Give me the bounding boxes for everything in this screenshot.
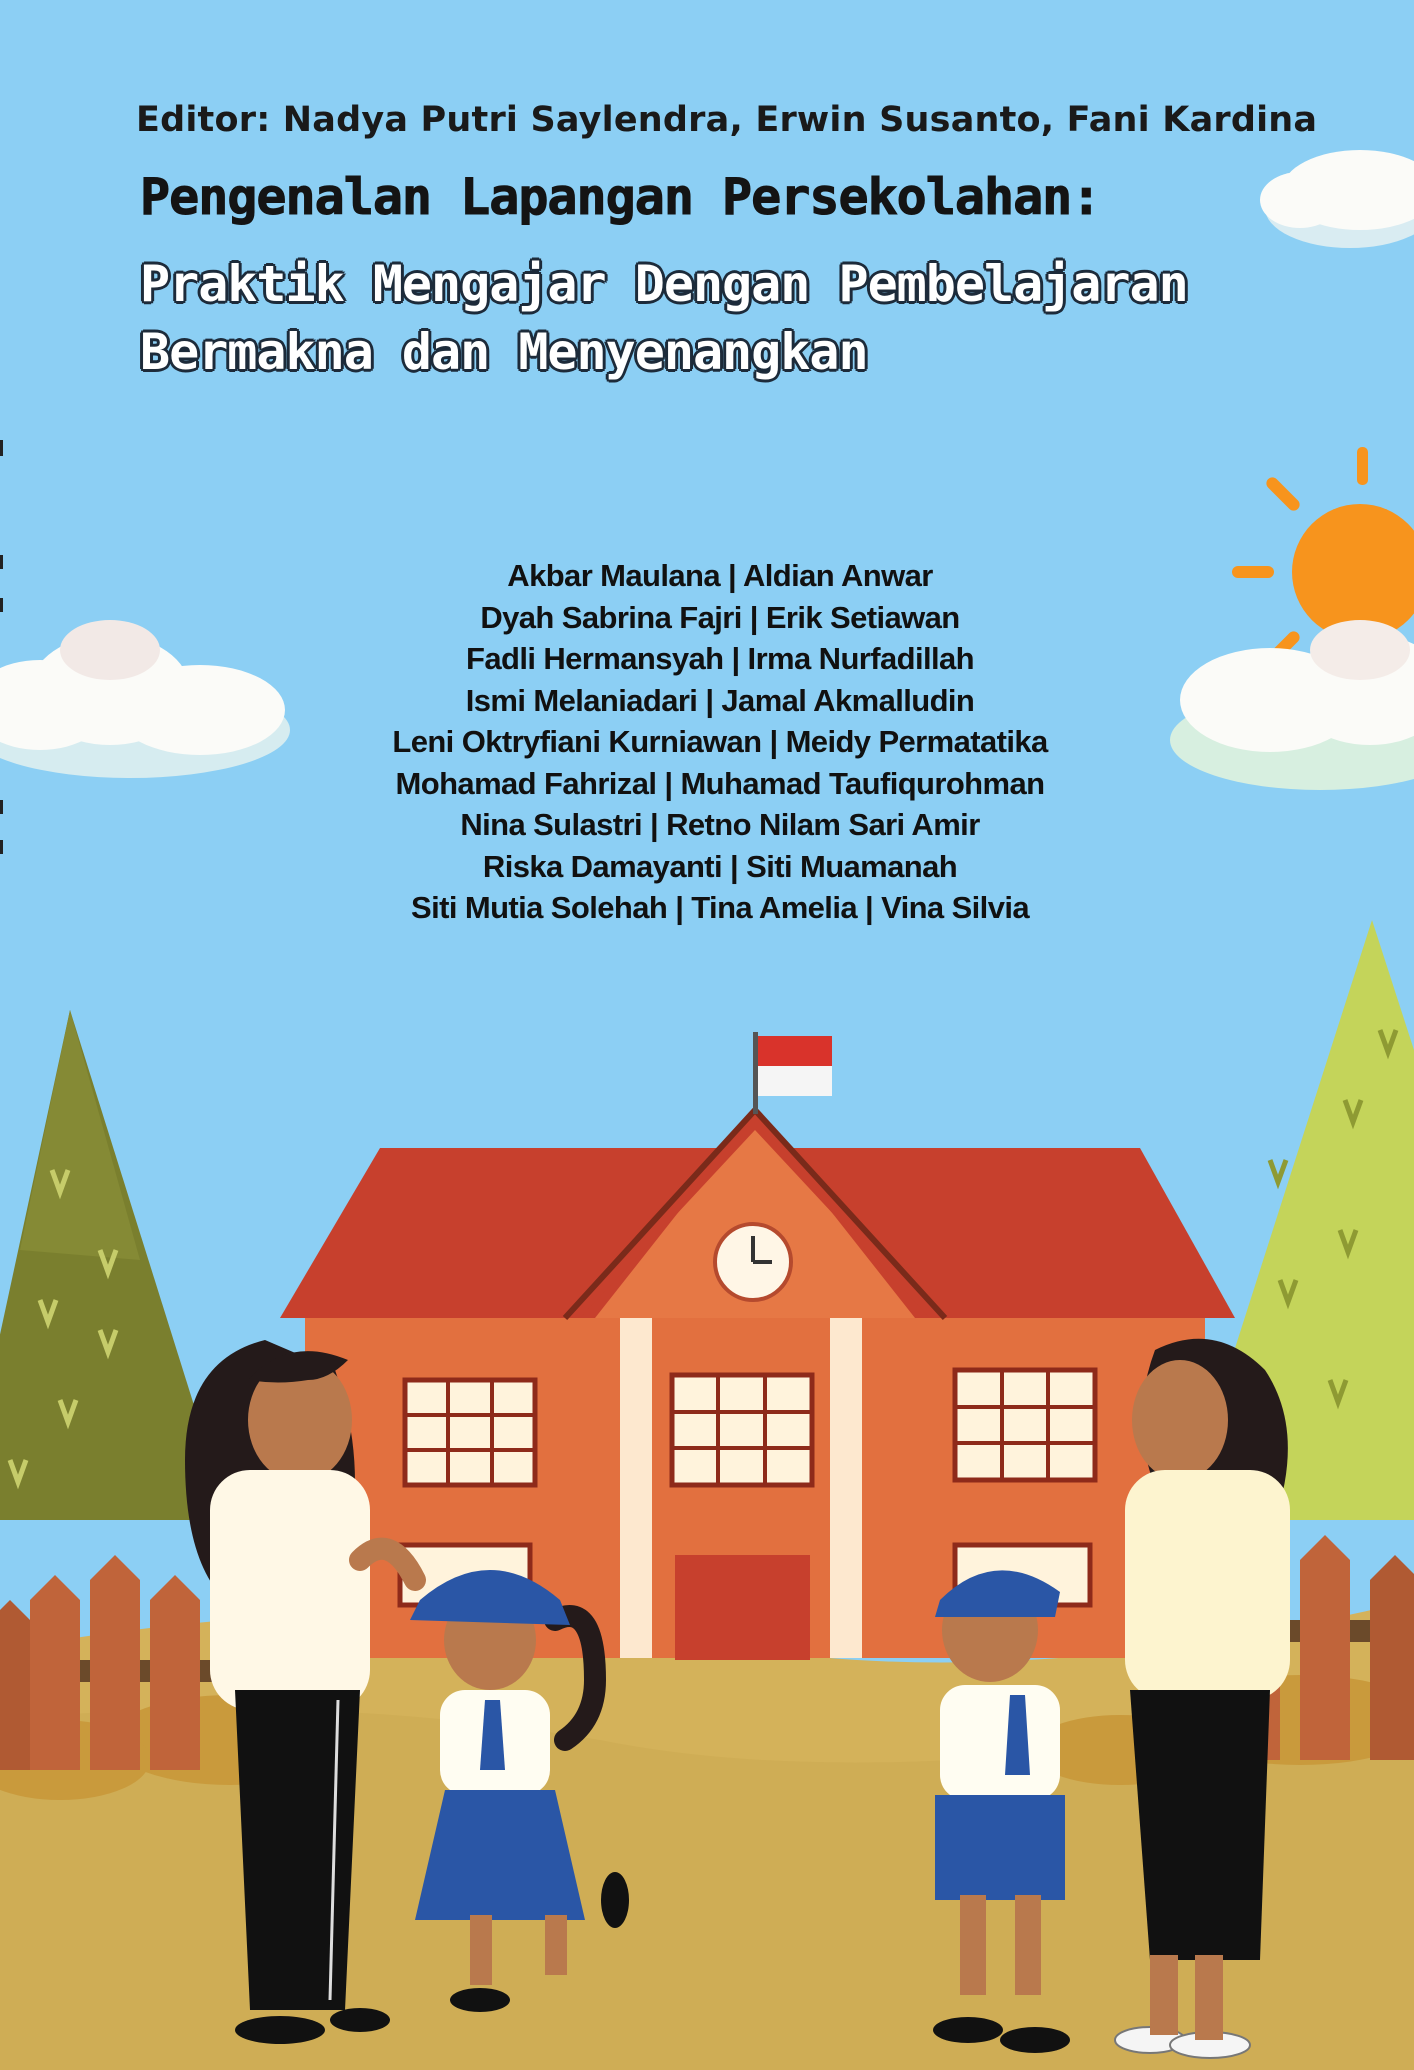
author-line: Dyah Sabrina Fajri | Erik Setiawan xyxy=(480,599,960,635)
book-title: Pengenalan Lapangan Persekolahan: xyxy=(140,168,1101,226)
subtitle-line-2: Bermakna dan Menyenangkan xyxy=(140,323,868,381)
author-line: Mohamad Fahrizal | Muhamad Taufiqurohman xyxy=(395,765,1045,801)
author-line: Riska Damayanti | Siti Muamanah xyxy=(482,848,958,884)
author-list xyxy=(270,555,1170,929)
author-line: Leni Oktryfiani Kurniawan | Meidy Permatatika xyxy=(392,724,1048,759)
author-line: Akbar Maulana | Aldian Anwar xyxy=(507,558,933,593)
clock-icon xyxy=(715,1224,791,1300)
author-line: Nina Sulastri | Retno Nilam Sari Amir xyxy=(460,807,980,842)
book-subtitle xyxy=(140,250,1188,386)
author-line: Fadli Hermansyah | Irma Nurfadillah xyxy=(466,641,974,676)
author-line: Siti Mutia Solehah | Tina Amelia | Vina Silvia xyxy=(411,890,1029,925)
subtitle-line-1: Praktik Mengajar Dengan Pembelajaran xyxy=(140,255,1188,313)
author-line: Ismi Melaniadari | Jamal Akmalludin xyxy=(465,682,975,718)
editor-line: Editor: Nadya Putri Saylendra, Erwin Susanto, Fani Kardina xyxy=(136,100,1318,140)
